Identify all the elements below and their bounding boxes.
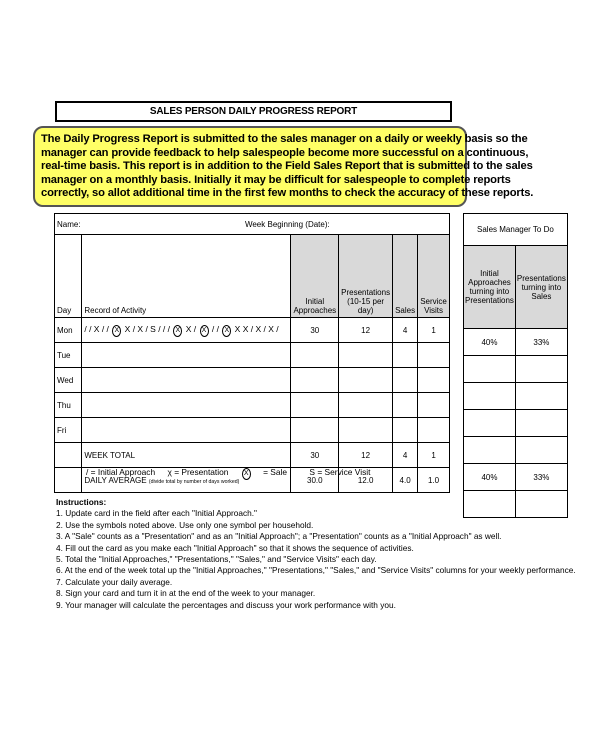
pct-cell[interactable]	[464, 356, 516, 383]
mon-pct-presentations[interactable]: 33%	[515, 329, 567, 356]
service-average: 1.0	[418, 468, 450, 493]
presentations-average: 12.0	[339, 468, 393, 493]
table-row	[55, 343, 450, 368]
instruction-item: 3. A "Sale" counts as a "Presentation" and as an "Initial Approach"; a "Presentation" counts as a "Initial Approach" as well.	[56, 531, 502, 542]
instructions-list	[56, 497, 576, 611]
pct-cell[interactable]	[515, 437, 567, 464]
activity-table	[54, 213, 450, 493]
presentations-cell[interactable]	[339, 393, 393, 418]
daily-average-label: DAILY AVERAGE (divide total by number of days worked)	[82, 468, 291, 493]
header-sales: Sales	[393, 235, 418, 318]
sales-total: 4	[393, 443, 418, 468]
initial-cell[interactable]	[291, 343, 339, 368]
instruction-item: 6. At the end of the week total up the "Initial Approaches," "Presentations," "Sales," and "Service Visits" columns for your weekly performance.	[56, 565, 576, 576]
day-cell: Thu	[55, 393, 82, 418]
header-initial-approaches: Initial Approaches	[291, 235, 339, 318]
instruction-item: 1. Update card in the field after each "Initial Approach."	[56, 508, 257, 519]
instruction-item: 2. Use the symbols noted above. Use only one symbol per household.	[56, 519, 314, 530]
callout-line: manager can provide feedback to help salespeople become more successful on a continuous,	[41, 146, 529, 159]
legend-service-visit: S = Service Visit	[309, 467, 371, 477]
callout-line: The Daily Progress Report is submitted to the sales manager on a daily or weekly basis so the	[41, 133, 528, 145]
sales-manager-title: Sales Manager To Do	[464, 214, 568, 246]
report-title: SALES PERSON DAILY PROGRESS REPORT	[55, 101, 452, 122]
instruction-item: 7. Calculate your daily average.	[56, 576, 173, 587]
initial-average: 30.0	[291, 468, 339, 493]
pct-cell[interactable]	[515, 356, 567, 383]
pct-cell[interactable]	[515, 383, 567, 410]
service-total: 1	[418, 443, 450, 468]
presentations-cell[interactable]	[339, 368, 393, 393]
table-row	[55, 418, 450, 443]
service-cell[interactable]	[418, 418, 450, 443]
header-service-visits: Service Visits	[418, 235, 450, 318]
pct-cell[interactable]	[464, 410, 516, 437]
service-cell[interactable]: 1	[418, 318, 450, 343]
week-total-row	[55, 443, 450, 468]
day-cell: Wed	[55, 368, 82, 393]
table-row	[55, 393, 450, 418]
week-total-label: WEEK TOTAL	[82, 443, 291, 468]
presentations-cell[interactable]	[339, 418, 393, 443]
record-cell[interactable]	[82, 368, 291, 393]
legend-presentation: χ = Presentation	[167, 467, 229, 477]
sales-cell[interactable]	[393, 343, 418, 368]
total-pct-approaches: 40%	[464, 464, 516, 491]
instructions-heading: Instructions:	[56, 497, 107, 507]
legend-sale: X = Sale	[241, 467, 297, 477]
sales-cell[interactable]: 4	[393, 318, 418, 343]
instruction-item: 9. Your manager will calculate the percentages and discuss your work performance with you.	[56, 599, 396, 610]
name-label: Name:	[55, 214, 291, 235]
table-row	[55, 368, 450, 393]
sales-manager-table	[463, 213, 568, 518]
callout-line: correctly, so allot additional time in the first few months to check the accuracy of these reports.	[41, 187, 534, 200]
service-cell[interactable]	[418, 393, 450, 418]
day-cell: Tue	[55, 343, 82, 368]
sales-average: 4.0	[393, 468, 418, 493]
legend-initial-approach: / = Initial Approach	[86, 467, 156, 477]
presentations-cell[interactable]: 12	[339, 318, 393, 343]
total-pct-presentations: 33%	[515, 464, 567, 491]
record-cell[interactable]: / / X / / X X / X / S / / / X X / X / / X X X / X / X /	[82, 318, 291, 343]
pct-cell[interactable]	[464, 437, 516, 464]
instruction-item: 5. Total the "Initial Approaches," "Presentations," "Sales," and "Service Visits" each day.	[56, 554, 377, 565]
pct-cell[interactable]	[515, 410, 567, 437]
initial-cell[interactable]	[291, 368, 339, 393]
instructions-callout	[33, 126, 534, 207]
initial-cell[interactable]: 30	[291, 318, 339, 343]
instruction-item: 8. Sign your card and turn it in at the end of the week to your manager.	[56, 588, 316, 599]
record-cell[interactable]	[82, 393, 291, 418]
presentations-cell[interactable]	[339, 343, 393, 368]
callout-line: manager on a monthly basis. Initially it may be difficult for salespeople to complete reports	[41, 173, 511, 186]
callout-line: real-time basis. This report is in addition to the Field Sales Report that is submitted to the sales	[41, 160, 533, 173]
record-cell[interactable]	[82, 343, 291, 368]
day-cell	[55, 443, 82, 468]
initial-cell[interactable]	[291, 418, 339, 443]
header-record: Record of Activity	[82, 235, 291, 318]
initial-cell[interactable]	[291, 393, 339, 418]
header-presentations: Presentations (10-15 per day)	[339, 235, 393, 318]
day-cell: Mon	[55, 318, 82, 343]
week-beginning-label: Week Beginning (Date):	[291, 214, 450, 235]
sales-cell[interactable]	[393, 368, 418, 393]
presentations-total: 12	[339, 443, 393, 468]
day-cell	[55, 468, 82, 493]
service-cell[interactable]	[418, 368, 450, 393]
mon-pct-approaches[interactable]: 40%	[464, 329, 516, 356]
symbol-legend	[86, 467, 380, 480]
instruction-item: 4. Fill out the card as you make each "Initial Approach" so that it shows the sequence of activities.	[56, 542, 414, 553]
record-cell[interactable]	[82, 418, 291, 443]
sales-cell[interactable]	[393, 418, 418, 443]
header-day: Day	[55, 235, 82, 318]
table-row	[55, 318, 450, 343]
pct-cell[interactable]	[464, 383, 516, 410]
header-approaches-to-presentations: Initial Approaches turning into Presentations	[464, 246, 516, 329]
header-presentations-to-sales: Presentations turning into Sales	[515, 246, 567, 329]
initial-total: 30	[291, 443, 339, 468]
sales-cell[interactable]	[393, 393, 418, 418]
service-cell[interactable]	[418, 343, 450, 368]
day-cell: Fri	[55, 418, 82, 443]
